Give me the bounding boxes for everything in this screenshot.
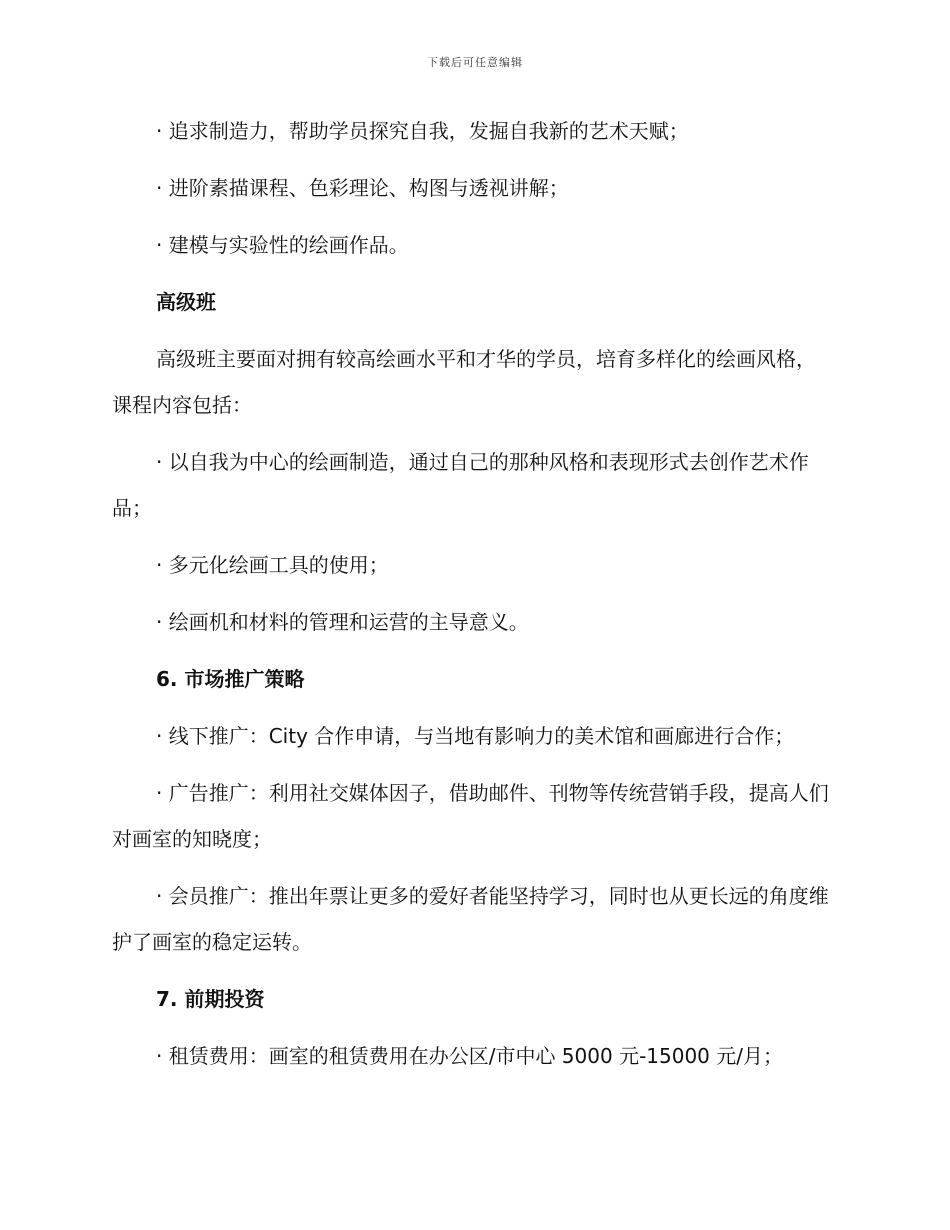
header-note: 下载后可任意编辑 bbox=[427, 56, 523, 69]
bullet-item: · 绘画机和材料的管理和运营的主导意义。 bbox=[156, 610, 529, 634]
document-body bbox=[112, 108, 832, 1090]
bullet-item: · 线下推广：City 合作申请，与当地有影响力的美术馆和画廊进行合作； bbox=[156, 724, 795, 748]
bullet-item: · 多元化绘画工具的使用； bbox=[156, 553, 389, 577]
bullet-item: · 追求制造力，帮助学员探究自我，发掘自我新的艺术天赋； bbox=[156, 119, 689, 143]
section-heading: 7. 前期投资 bbox=[156, 987, 265, 1011]
section-heading: 高级班 bbox=[156, 290, 216, 314]
section-heading: 6. 市场推广策略 bbox=[156, 667, 305, 691]
bullet-item: · 广告推广：利用社交媒体因子，借助邮件、刊物等传统营销手段，提高人们对画室的知晓度； bbox=[112, 781, 829, 851]
bullet-item: · 会员推广：推出年票让更多的爱好者能坚持学习，同时也从更长远的角度维护了画室的稳定运转。 bbox=[112, 884, 829, 954]
bullet-item: · 进阶素描课程、色彩理论、构图与透视讲解； bbox=[156, 176, 569, 200]
bullet-item: · 租赁费用：画室的租赁费用在办公区/市中心 5000 元-15000 元/月； bbox=[156, 1044, 784, 1068]
bullet-item: · 建模与实验性的绘画作品。 bbox=[156, 233, 409, 257]
body-paragraph: 高级班主要面对拥有较高绘画水平和才华的学员，培育多样化的绘画风格，课程内容包括： bbox=[112, 347, 816, 417]
bullet-item: · 以自我为中心的绘画制造，通过自己的那种风格和表现形式去创作艺术作品； bbox=[112, 450, 809, 520]
